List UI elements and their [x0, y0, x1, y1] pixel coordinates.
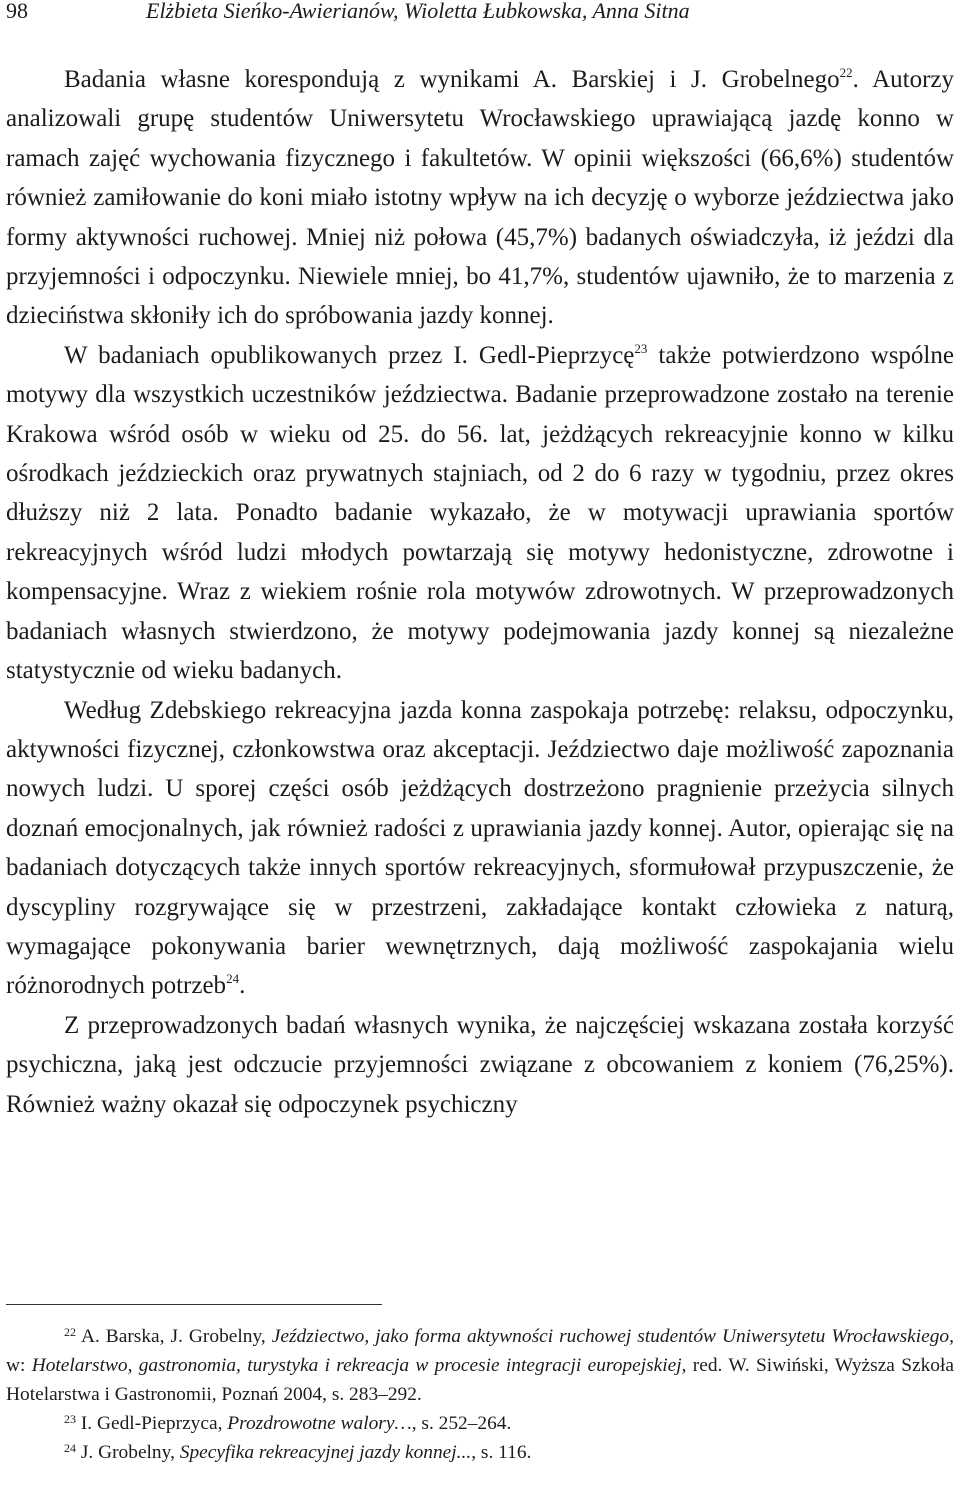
- footnote-ref-23: 23: [634, 340, 648, 356]
- running-head-authors: Elżbieta Sieńko-Awierianów, Wioletta Łubkowska, Anna Sitna: [146, 0, 690, 23]
- footnote-number: 23: [64, 1412, 76, 1426]
- footnote-22: $^{22}$ A. Barska, J. Grobelny, Jeździectwo, jako forma aktywności ruchowej studentów Uniwersytetu Wrocławskiego, w: Hotelarstwo, gastronomia, turystyka i rekreacja w procesie integracji europejskiej, red. W. Siwiński, Wyższa Szkoła Hotelarstwa i Gastronomii, Poznań 2004, s. 283–292.: [6, 1325, 954, 1405]
- page-header: [6, 0, 954, 26]
- paragraph-3: Według Zdebskiego rekreacyjna jazda konna zaspokaja potrzebę: relaksu, odpoczynku, aktywności fizycznej, członkowstwa oraz akceptacji. Jeździectwo daje możliwość zapoznania nowych ludzi. U sporej części osób jeżdżących dostrzeżono pragnienie przeżycia silnych doznań emocjonalnych, jak również radości z uprawiania jazdy konnej. Autor, opierając się na badaniach dotyczących także innych sportów rekreacyjnych, sformułował przypuszczenie, że dyscypliny rozgrywające się w przestrzeni, zakładające kontakt człowieka z naturą, wymagające pokonywania barier wewnętrznych, dają możliwość zaspokajania wielu różnorodnych potrzeb$^{24}$.: [6, 696, 954, 1000]
- footnotes: [6, 1322, 954, 1467]
- paragraph-4: Z przeprowadzonych badań własnych wynika, że najczęściej wskazana została korzyść psychiczna, jaką jest odczucie przyjemności związane z obcowaniem z koniem (76,25%). Również ważny okazał się odpoczynek psychiczny: [6, 1011, 954, 1118]
- footnote-ref-22: 22: [839, 65, 853, 80]
- footnote-23: $^{23}$ I. Gedl-Pieprzyca, Prozdrowotne walory…, s. 252–264.: [64, 1412, 512, 1434]
- footnote-ref-24: 24: [226, 971, 240, 987]
- footnote-separator: [6, 1304, 382, 1305]
- paragraph-1: Badania własne korespondują z wynikami A. Barskiej i J. Grobelnego$^{22}$. Autorzy analizowali grupę studentów Uniwersytetu Wrocławskiego uprawiającą jazdę konno w ramach zajęć wychowania fizycznego i fakultetów. W opinii większości (66,6%) studentów również zamiłowanie do koni miało istotny wpływ na ich decyzję o wyborze jeździectwa jako formy aktywności ruchowej. Mniej niż połowa (45,7%) badanych oświadczyła, iż jeździ dla przyjemności i odpoczynku. Niewiele mniej, bo 41,7%, studentów ujawniło, że to marzenia z dzieciństwa skłoniły ich do spróbowania jazdy konnej.: [6, 65, 954, 330]
- page-number: 98: [6, 0, 28, 23]
- body-text: [6, 60, 954, 1124]
- footnote-number: 24: [64, 1441, 76, 1455]
- footnote-number: 22: [64, 1325, 76, 1339]
- footnote-24: $^{24}$ J. Grobelny, Specyfika rekreacyjnej jazdy konnej..., s. 116.: [64, 1441, 532, 1463]
- paragraph-2: W badaniach opublikowanych przez I. Gedl-Pieprzycę$^{23}$ także potwierdzono wspólne motywy dla wszystkich uczestników jeździectwa. Badanie przeprowadzone zostało na terenie Krakowa wśród osób w wieku od 25. do 56. lat, jeżdżących rekreacyjnie konno w kilku ośrodkach jeździeckich oraz prywatnych stajniach, od 2 do 6 razy w tygodniu, przez okres dłuższy niż 2 lata. Ponadto badanie wykazało, że w motywacji uprawiania sportów rekreacyjnych wśród ludzi młodych powtarzają się motywy hedonistyczne, zdrowotne i kompensacyjne. Wraz z wiekiem rośnie rola motywów zdrowotnych. W przeprowadzonych badaniach własnych stwierdzono, że motywy podejmowania jazdy konnej są niezależne statystycznie od wieku badanych.: [6, 340, 954, 685]
